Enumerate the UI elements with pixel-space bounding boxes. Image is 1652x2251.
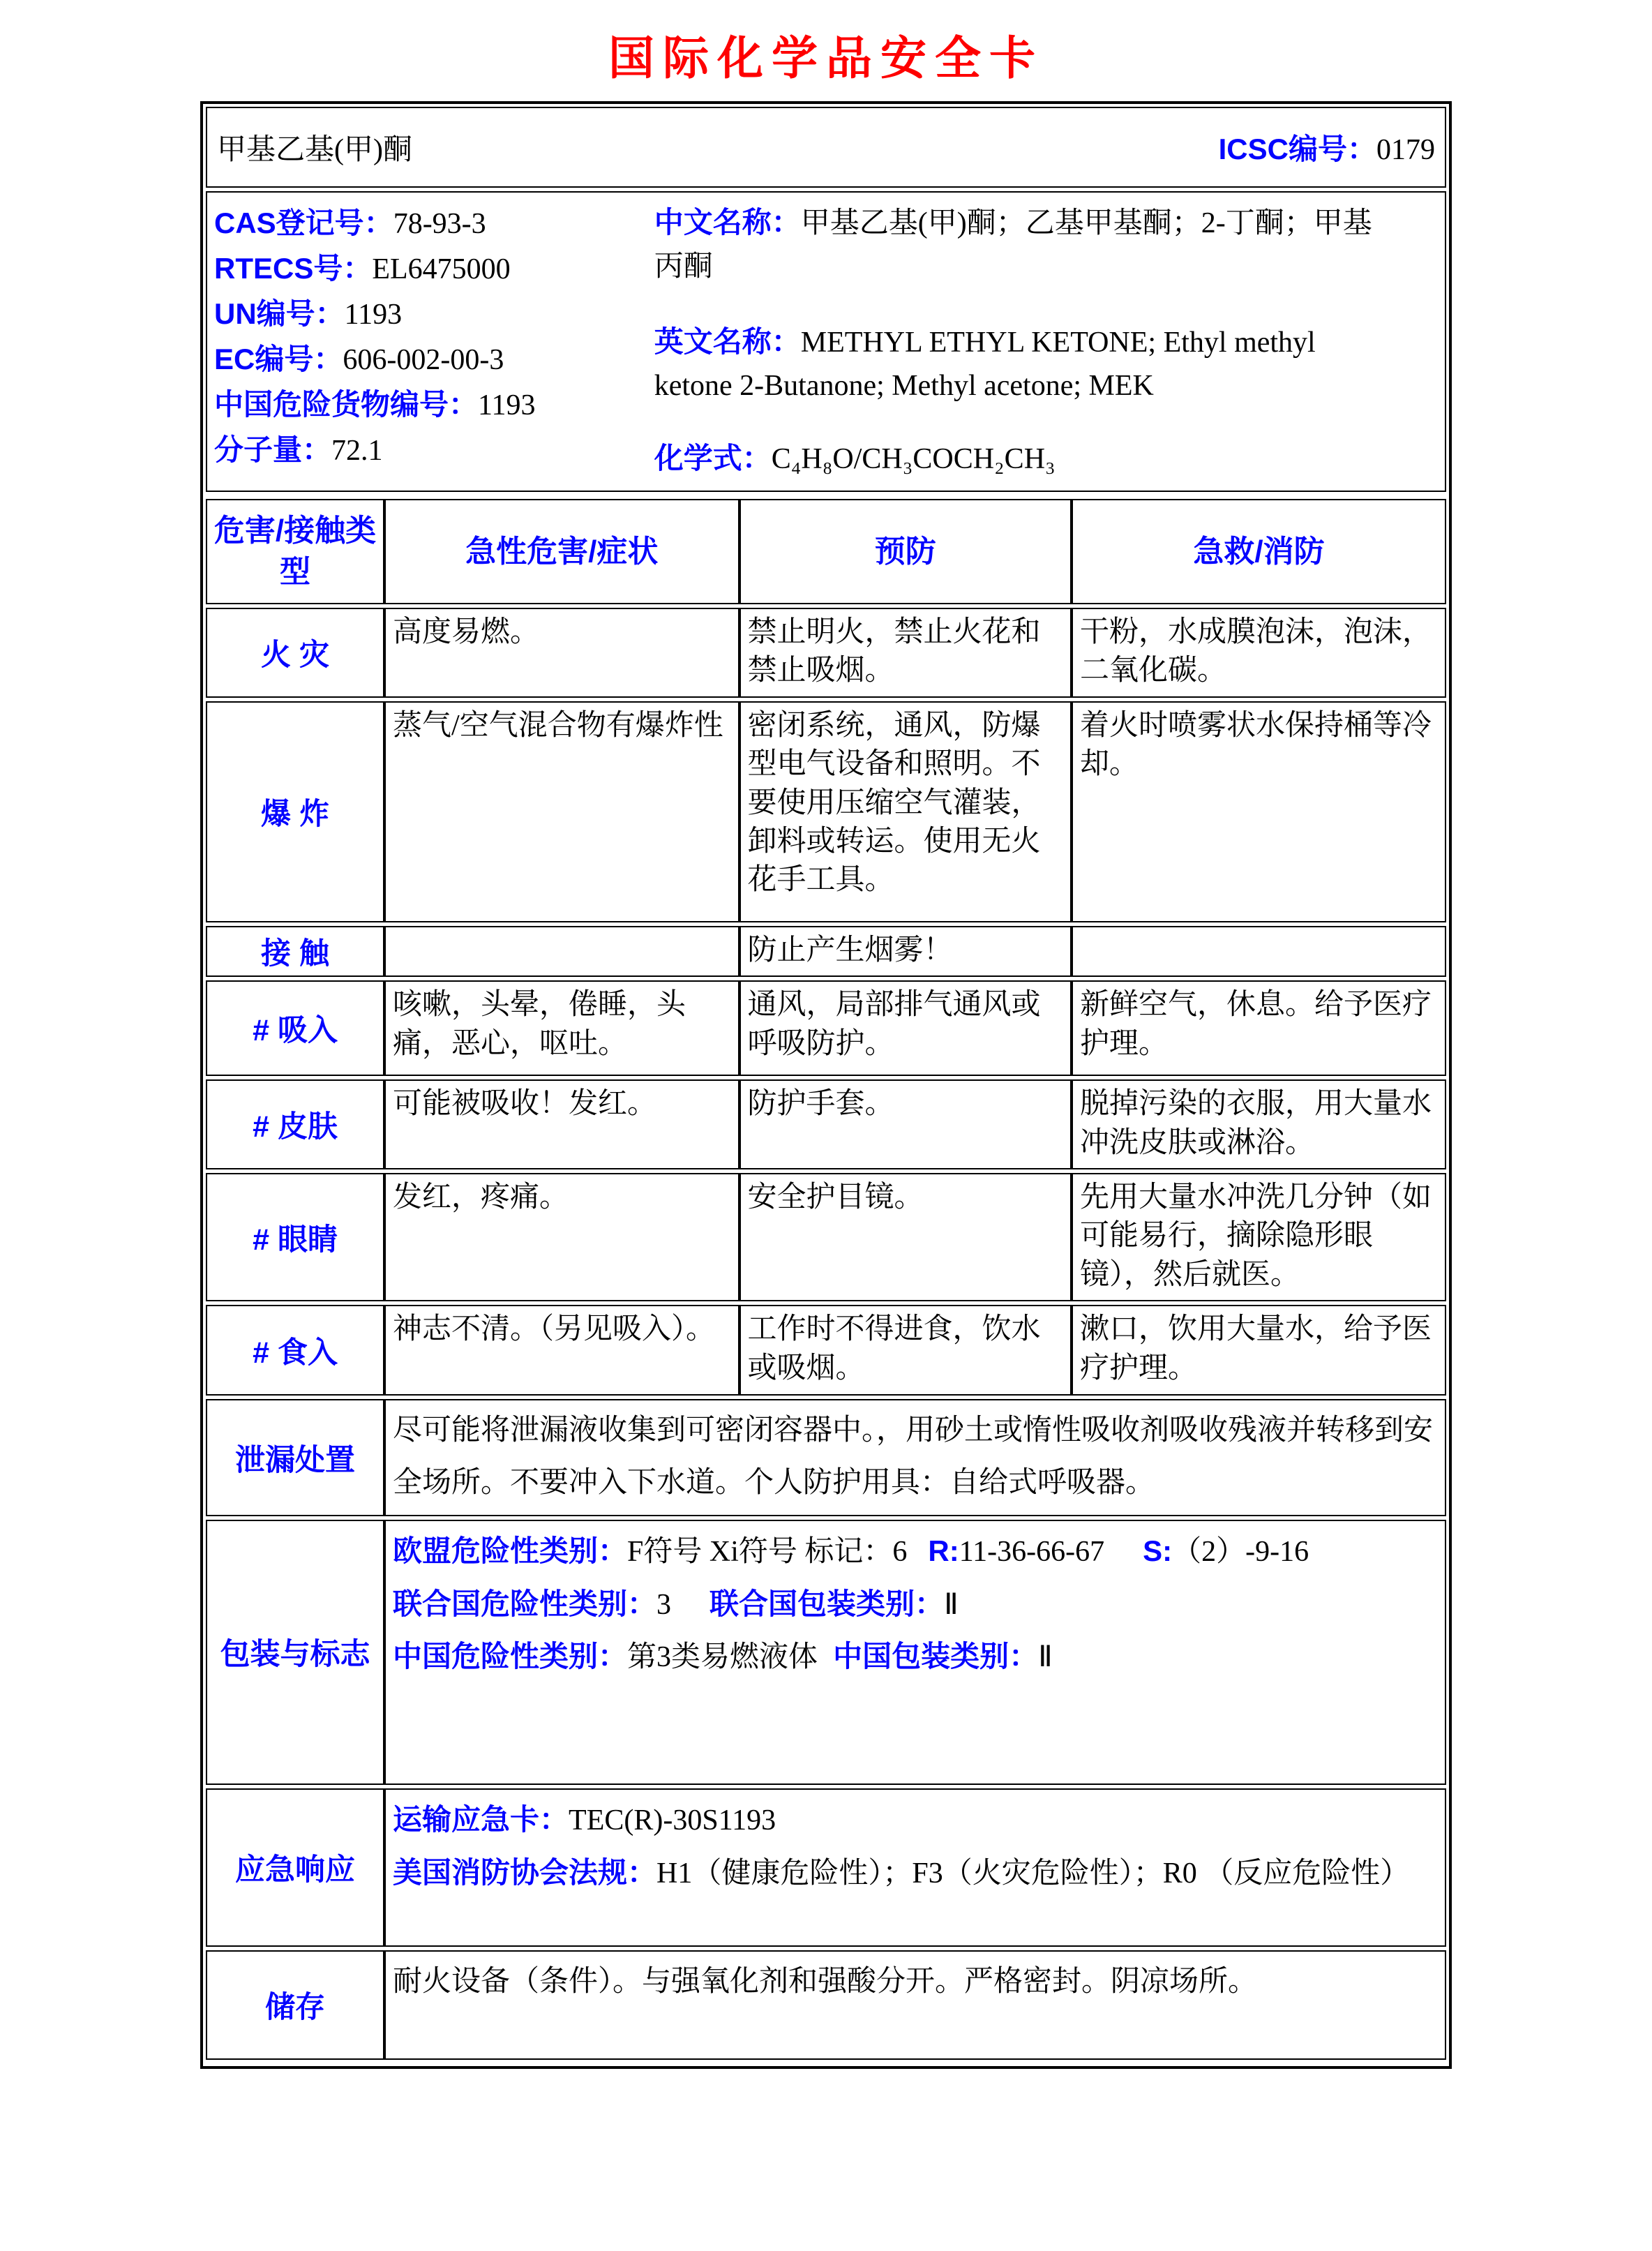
un-pack-label: 联合国包装类别：	[709, 1587, 945, 1620]
row-label-fire: 火 灾	[206, 608, 384, 698]
cas-number-row	[214, 201, 654, 246]
row-label-eyes: # 眼睛	[206, 1173, 384, 1301]
fire-prevention: 禁止明火，禁止火花和禁止吸烟。	[739, 608, 1072, 698]
contact-symptoms	[384, 926, 739, 977]
inhalation-symptoms: 咳嗽，头晕，倦睡，头痛，恶心，呕吐。	[384, 980, 739, 1076]
un-number-row	[214, 292, 654, 337]
ec-number-row	[214, 337, 654, 382]
hazard-table	[206, 495, 1446, 2063]
cn-hazard-value: 第3类易燃液体	[627, 1641, 818, 1674]
icsc-number-label: ICSC编号：	[1218, 133, 1376, 165]
storage-text: 耐火设备（条件）。与强氧化剂和强酸分开。严格密封。阴凉场所。	[384, 1950, 1446, 2060]
hazard-header-row	[206, 499, 1446, 604]
un-hazard-label: 联合国危险性类别：	[393, 1587, 657, 1620]
row-label-explosion: 爆 炸	[206, 701, 384, 922]
row-label-storage: 储存	[206, 1950, 384, 2060]
un-pack-value: Ⅱ	[944, 1588, 959, 1621]
rtecs-value: EL6475000	[372, 253, 511, 285]
eu-s-value: （2）-9-16	[1172, 1535, 1309, 1568]
identification-section	[206, 191, 1446, 492]
inhalation-prevention: 通风，局部排气通风或呼吸防护。	[739, 980, 1072, 1076]
china-dg-value: 1193	[478, 389, 536, 421]
row-packaging-labelling	[206, 1520, 1446, 1785]
row-label-contact: 接 触	[206, 926, 384, 977]
row-label-packaging: 包装与标志	[206, 1520, 384, 1785]
ingestion-prevention: 工作时不得进食，饮水或吸烟。	[739, 1305, 1072, 1396]
ingestion-response: 漱口，饮用大量水，给予医疗护理。	[1072, 1305, 1446, 1396]
row-spill-disposal	[206, 1399, 1446, 1516]
chinese-name-block	[654, 201, 1395, 288]
row-skin	[206, 1079, 1446, 1169]
china-dg-label: 中国危险货物编号：	[214, 388, 479, 421]
row-label-spill: 泄漏处置	[206, 1399, 384, 1516]
header-hazard-type: 危害/接触类型	[206, 499, 384, 604]
tec-label: 运输应急卡：	[393, 1802, 569, 1836]
eyes-response: 先用大量水冲洗几分钟（如可能易行，摘除隐形眼镜），然后就医。	[1072, 1173, 1446, 1301]
skin-symptoms: 可能被吸收！发红。	[384, 1079, 739, 1169]
eu-s-label: S:	[1143, 1534, 1173, 1567]
row-emergency-response	[206, 1788, 1446, 1947]
inhalation-response: 新鲜空气，休息。给予医疗护理。	[1072, 980, 1446, 1076]
tec-line	[393, 1794, 1438, 1847]
tec-value: TEC(R)-30S1193	[569, 1804, 776, 1837]
cas-value: 78-93-3	[393, 208, 486, 240]
page-title: 国际化学品安全卡	[608, 32, 1044, 84]
cn-hazard-line	[393, 1631, 1438, 1684]
cn-pack-label: 中国包装类别：	[833, 1640, 1039, 1673]
china-dg-number-row	[214, 382, 654, 428]
fire-symptoms: 高度易燃。	[384, 608, 739, 698]
explosion-symptoms: 蒸气/空气混合物有爆炸性	[384, 701, 739, 922]
nfpa-label: 美国消防协会法规：	[393, 1855, 657, 1889]
cn-pack-value: Ⅱ	[1038, 1641, 1053, 1674]
row-eyes	[206, 1173, 1446, 1301]
eu-r-label: R:	[928, 1534, 959, 1567]
fire-response: 干粉，水成膜泡沫，泡沫，二氧化碳。	[1072, 608, 1446, 698]
eyes-symptoms: 发红，疼痛。	[384, 1173, 739, 1301]
row-label-skin: # 皮肤	[206, 1079, 384, 1169]
row-storage	[206, 1950, 1446, 2060]
explosion-prevention: 密闭系统，通风，防爆型电气设备和照明。不要使用压缩空气灌装，卸料或转运。使用无火花手工具。	[739, 701, 1072, 922]
formula-value: C₄H₈O/CH₃COCH₂CH₃	[771, 443, 1056, 475]
header-symptoms: 急性危害/症状	[384, 499, 739, 604]
spill-text: 尽可能将泄漏液收集到可密闭容器中。，用砂土或惰性吸收剂吸收残液并转移到安全场所。不要冲入下水道。个人防护用具：自给式呼吸器。	[384, 1399, 1446, 1516]
row-inhalation	[206, 980, 1446, 1076]
row-label-ingestion: # 食入	[206, 1305, 384, 1396]
contact-prevention: 防止产生烟雾！	[739, 926, 1072, 977]
icsc-card	[200, 101, 1452, 2069]
ec-label: EC编号：	[214, 343, 343, 375]
row-contact	[206, 926, 1446, 977]
english-name-label: 英文名称：	[654, 325, 801, 358]
skin-prevention: 防护手套。	[739, 1079, 1072, 1169]
cn-hazard-label: 中国危险性类别：	[393, 1640, 628, 1673]
row-label-inhalation: # 吸入	[206, 980, 384, 1076]
un-hazard-value: 3	[656, 1588, 672, 1621]
molecular-weight-label: 分子量：	[214, 433, 332, 466]
skin-response: 脱掉污染的衣服，用大量水冲洗皮肤或淋浴。	[1072, 1079, 1446, 1169]
eu-hazard-label: 欧盟危险性类别：	[393, 1534, 628, 1567]
contact-response	[1072, 926, 1446, 977]
chemical-name: 甲基乙基(甲)酮	[217, 134, 412, 166]
english-name-value: METHYL ETHYL KETONE; Ethyl methyl ketone 2-Butanone; Methyl acetone; MEK	[654, 327, 1316, 402]
chinese-name-label: 中文名称：	[654, 206, 801, 239]
row-explosion	[206, 701, 1446, 922]
icsc-number-group	[1219, 126, 1435, 168]
explosion-response: 着火时喷雾状水保持桶等冷却。	[1072, 701, 1446, 922]
emergency-content	[384, 1788, 1446, 1947]
row-fire	[206, 608, 1446, 698]
formula-label: 化学式：	[654, 442, 772, 474]
eu-hazard-line	[393, 1525, 1438, 1578]
packaging-content	[384, 1520, 1446, 1785]
eyes-prevention: 安全护目镜。	[739, 1173, 1072, 1301]
row-label-emergency: 应急响应	[206, 1788, 384, 1947]
english-name-block	[654, 320, 1395, 407]
header-prevention: 预防	[739, 499, 1072, 604]
ec-value: 606-002-00-3	[343, 344, 504, 376]
molecular-weight-row	[214, 428, 654, 473]
icsc-number-value: 0179	[1376, 134, 1435, 166]
header-response: 急救/消防	[1072, 499, 1446, 604]
un-hazard-line	[393, 1578, 1438, 1631]
rtecs-label: RTECS号：	[214, 252, 373, 285]
eu-r-value: 11-36-66-67	[959, 1535, 1105, 1568]
names-list	[654, 201, 1436, 481]
ingestion-symptoms: 神志不清。（另见吸入）。	[384, 1305, 739, 1396]
card-header-row	[206, 107, 1446, 188]
nfpa-line	[393, 1847, 1438, 1900]
molecular-weight-value: 72.1	[331, 435, 383, 467]
cas-label: CAS登记号：	[214, 207, 393, 239]
rtecs-number-row	[214, 246, 654, 292]
un-value: 1193	[344, 299, 403, 331]
identifiers-list	[214, 201, 654, 481]
nfpa-value: H1（健康危险性）；F3（火灾危险性）；R0 （反应危险性）	[656, 1857, 1410, 1890]
un-label: UN编号：	[214, 297, 345, 330]
chinese-name-value: 甲基乙基(甲)酮；乙基甲基酮；2-丁酮；甲基丙酮	[654, 207, 1372, 283]
formula-block	[654, 437, 1395, 481]
eu-hazard-value: F符号 Xi符号 标记：6	[627, 1535, 908, 1568]
row-ingestion	[206, 1305, 1446, 1396]
